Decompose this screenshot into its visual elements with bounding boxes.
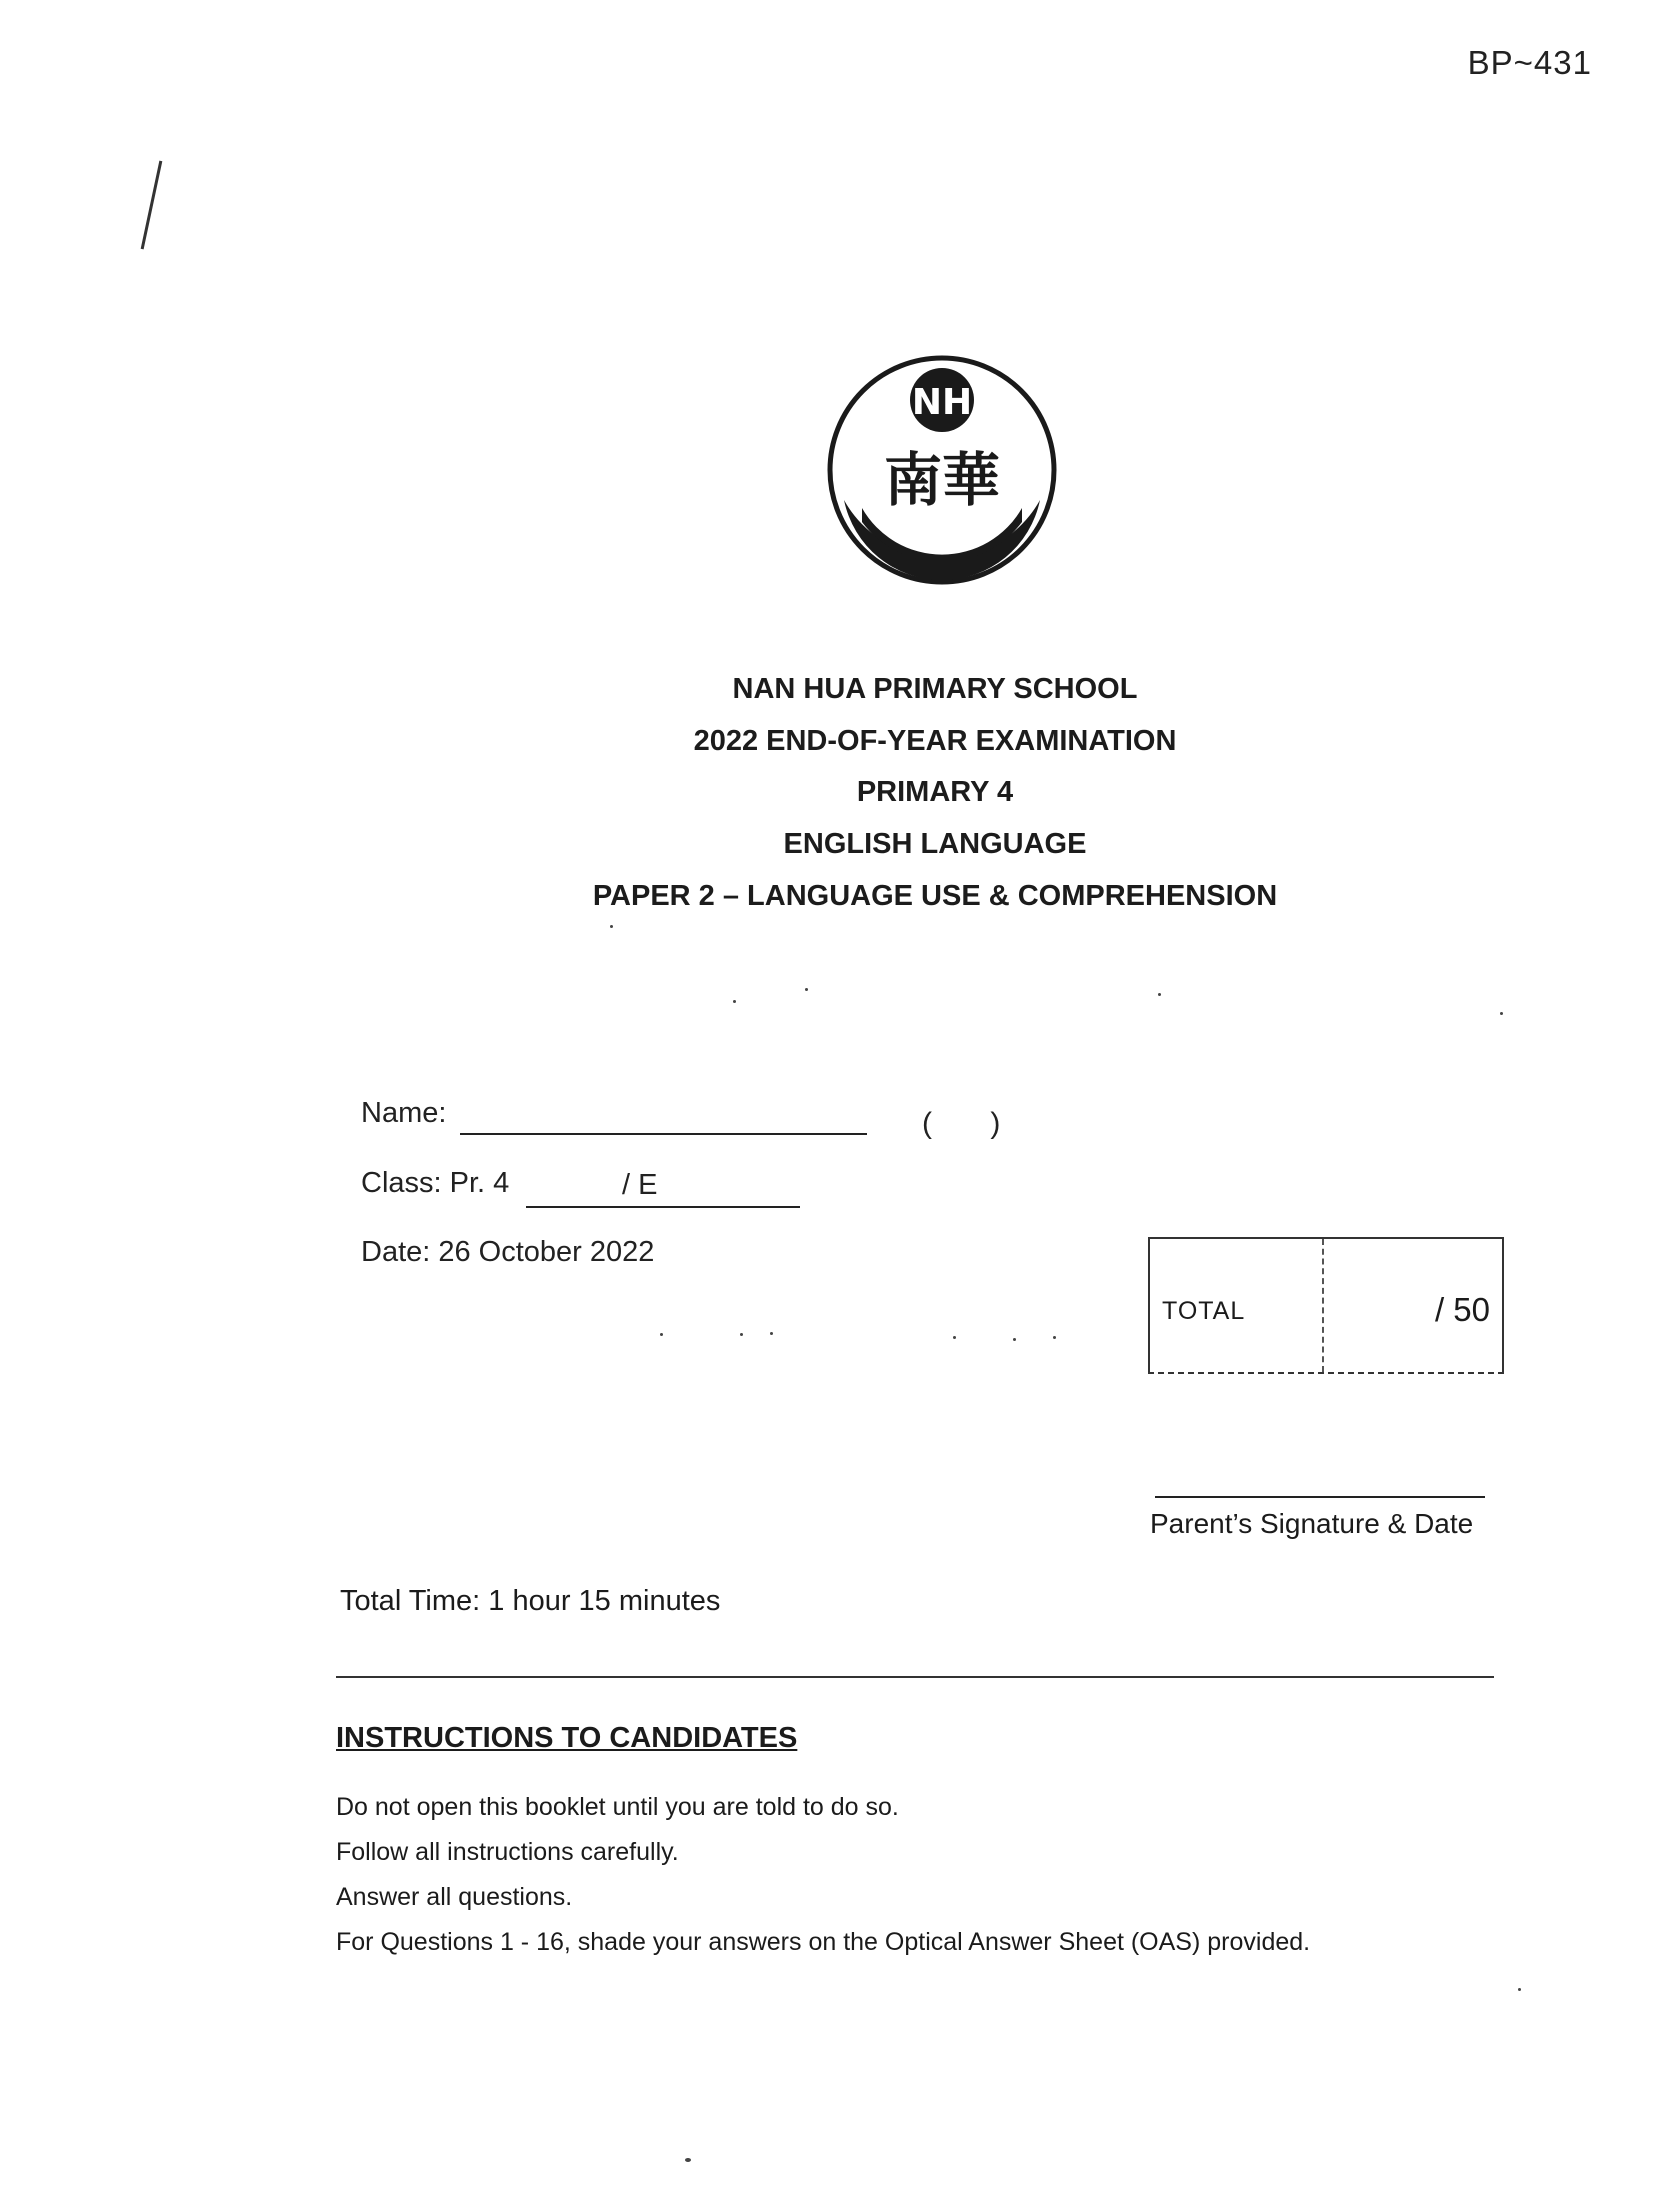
parent-signature-label: Parent’s Signature & Date — [1150, 1508, 1474, 1539]
scan-speck — [1053, 1336, 1056, 1339]
index-number-box[interactable]: ( ) — [922, 1107, 1001, 1140]
scan-speck — [733, 1000, 736, 1003]
score-box-divider — [1322, 1239, 1324, 1372]
paper-title: PAPER 2 – LANGUAGE USE & COMPREHENSION — [592, 880, 1278, 912]
scan-speck — [1013, 1338, 1016, 1341]
scan-speck — [610, 925, 613, 928]
total-time: Total Time: 1 hour 15 minutes — [340, 1585, 721, 1617]
parent-signature-line[interactable] — [1155, 1496, 1485, 1498]
instruction-item: Do not open this booklet until you are told to do so. — [336, 1793, 899, 1821]
class-label: Class: Pr. 4 — [361, 1167, 510, 1199]
subject: ENGLISH LANGUAGE — [783, 828, 1087, 860]
margin-pen-stroke — [141, 161, 163, 250]
instruction-item: For Questions 1 - 16, shade your answers on the Optical Answer Sheet (OAS) provided. — [336, 1928, 1311, 1956]
exam-title: 2022 END-OF-YEAR EXAMINATION — [693, 725, 1177, 757]
school-logo — [822, 350, 1062, 590]
scan-speck — [1500, 1012, 1503, 1015]
instruction-item: Follow all instructions carefully. — [336, 1838, 679, 1866]
scan-speck — [1518, 1988, 1521, 1991]
document-reference: BP~431 — [1467, 44, 1592, 81]
class-suffix: / E — [622, 1169, 658, 1201]
instruction-item: Answer all questions. — [336, 1883, 573, 1911]
instructions-list — [336, 1785, 1310, 1965]
instructions-title: INSTRUCTIONS TO CANDIDATES — [336, 1722, 798, 1754]
school-name: NAN HUA PRIMARY SCHOOL — [732, 673, 1138, 705]
total-label: TOTAL — [1162, 1297, 1246, 1325]
scan-speck — [685, 2158, 691, 2162]
exam-date: Date: 26 October 2022 — [361, 1236, 655, 1268]
scan-speck — [740, 1333, 743, 1336]
class-input-line[interactable] — [526, 1206, 800, 1208]
scan-speck — [660, 1333, 663, 1336]
total-max-score: / 50 — [1434, 1291, 1490, 1328]
scan-speck — [1158, 993, 1161, 996]
section-divider — [336, 1676, 1494, 1678]
name-input-line[interactable] — [460, 1133, 867, 1135]
logo-letters: NH — [911, 382, 973, 423]
level: PRIMARY 4 — [856, 776, 1014, 808]
logo-chinese-name: 南華 — [883, 446, 1001, 514]
scan-speck — [805, 988, 808, 991]
name-label: Name: — [361, 1097, 447, 1129]
scan-speck — [770, 1332, 773, 1335]
total-score-box — [1148, 1237, 1504, 1374]
scan-speck — [953, 1336, 956, 1339]
